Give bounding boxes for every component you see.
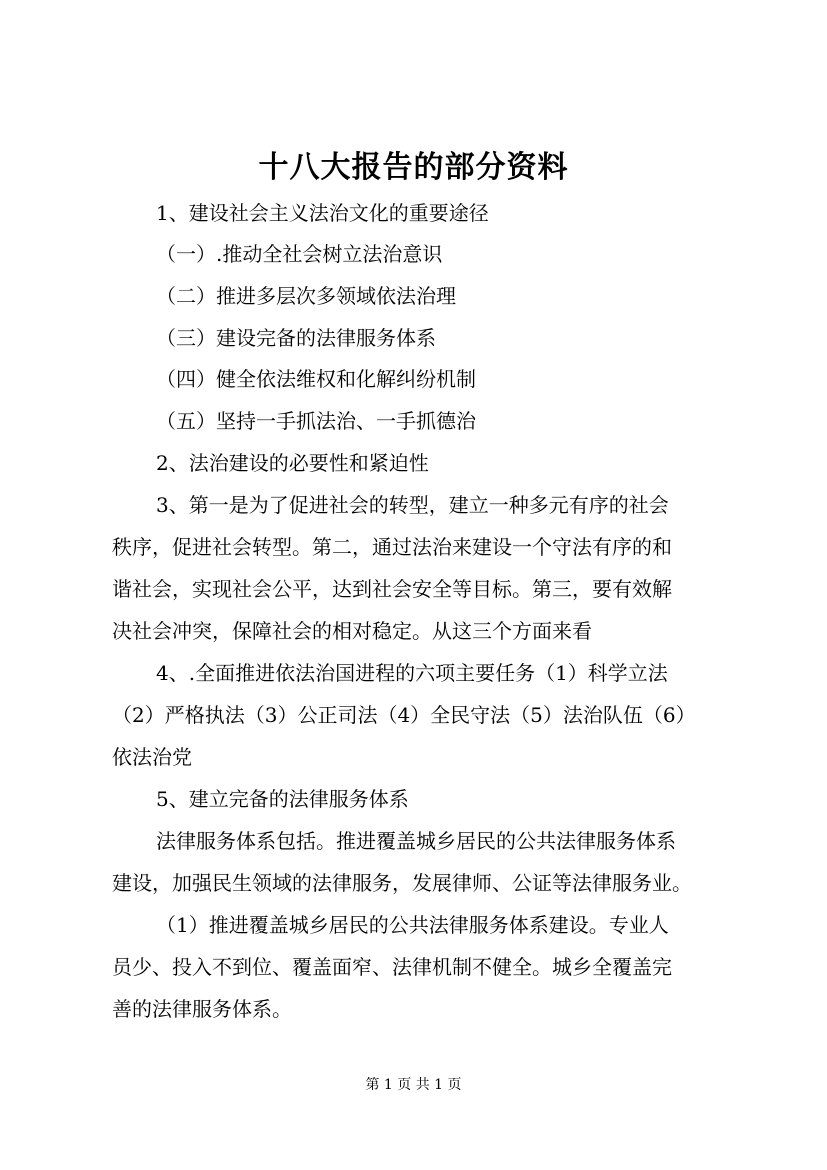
heading-2: 2、法治建设的必要性和紧迫性 bbox=[156, 451, 429, 475]
list-item: （五）坚持一手抓法治、一手抓德治 bbox=[156, 409, 476, 433]
paragraph-line: 3、第一是为了促进社会的转型，建立一种多元有序的社会 bbox=[156, 493, 669, 517]
heading-1: 1、建设社会主义法治文化的重要途径 bbox=[156, 201, 489, 225]
paragraph-line: 善的法律服务体系。 bbox=[112, 997, 292, 1021]
list-item: （二）推进多层次多领域依法治理 bbox=[156, 284, 456, 308]
paragraph-line: 秩序，促进社会转型。第二，通过法治来建设一个守法有序的和 bbox=[112, 535, 672, 559]
paragraph-line: 4、.全面推进依法治国进程的六项主要任务（1）科学立法 bbox=[156, 661, 668, 685]
heading-5: 5、建立完备的法律服务体系 bbox=[156, 787, 409, 811]
list-item: （一）.推动全社会树立法治意识 bbox=[156, 242, 443, 266]
paragraph-line: 谐社会，实现社会公平，达到社会安全等目标。第三，要有效解 bbox=[112, 577, 672, 601]
paragraph-line: 建设，加强民生领域的法律服务，发展律师、公证等法律服务业。 bbox=[112, 871, 692, 895]
page-number: 第 1 页 共 1 页 bbox=[365, 1077, 462, 1093]
paragraph-line: （1）推进覆盖城乡居民的公共法律服务体系建设。专业人 bbox=[156, 913, 669, 937]
paragraph-line: 依法治党 bbox=[112, 745, 192, 769]
paragraph-line: 决社会冲突，保障社会的相对稳定。从这三个方面来看 bbox=[112, 619, 592, 643]
paragraph-line: （2）严格执法（3）公正司法（4）全民守法（5）法治队伍（6） bbox=[112, 703, 696, 727]
paragraph-line: 法律服务体系包括。推进覆盖城乡居民的公共法律服务体系 bbox=[156, 829, 676, 853]
list-item: （四）健全依法维权和化解纠纷机制 bbox=[156, 367, 476, 391]
paragraph-line: 员少、投入不到位、覆盖面窄、法律机制不健全。城乡全覆盖完 bbox=[112, 955, 672, 979]
document-title: 十八大报告的部分资料 bbox=[258, 150, 569, 185]
list-item: （三）建设完备的法律服务体系 bbox=[156, 326, 436, 350]
